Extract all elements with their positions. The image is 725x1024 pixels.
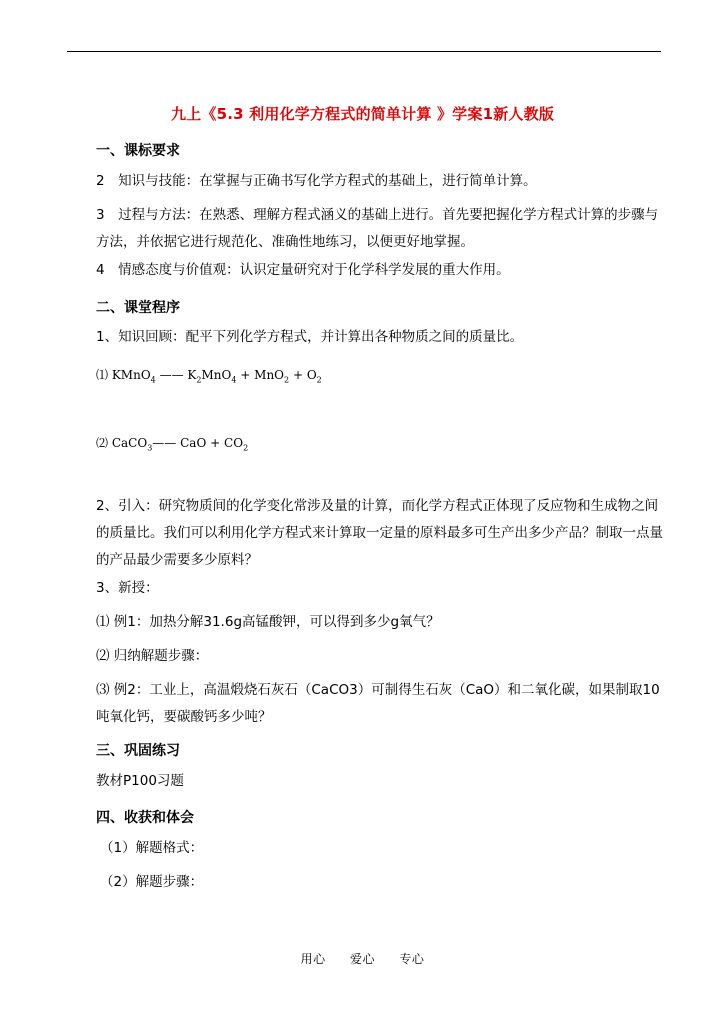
formula-o2: O [306,368,317,382]
formula-co2-subscript: 2 [243,443,249,453]
harvest-format: （1）解题格式： [100,840,204,856]
formula-k2mno4-subscript-1: 2 [196,375,202,385]
example-1: ⑴ 例1：加热分解31.6g高锰酸钾，可以得到多少g氧气？ [96,614,440,630]
formula-cao: CaO [180,436,207,450]
plus-sign: + [292,368,303,382]
requirement-knowledge: 2 知识与技能：在掌握与正确书写化学方程式的基础上，进行简单计算。 [96,173,537,189]
requirement-process: 3 过程与方法：在熟悉、理解方程式涵义的基础上进行。首先要把握化学方程式计算的步骤与方法，并依据它进行规范化、准确性地练习，以便更好地掌握。 [96,207,659,250]
reaction-dash: —— [152,436,177,450]
footer-text-2: 爱心 [349,952,375,966]
formula-co2: CO [224,436,244,450]
section-heading-harvest: 四、收获和体会 [96,810,194,826]
formula-mno2: MnO [254,368,285,382]
formula-k2mno4-part-b: MnO [201,368,232,382]
reaction-dash: —— [159,368,184,382]
section-heading-procedure: 二、课堂程序 [96,300,180,316]
equation-2-number: ⑵ [96,436,109,450]
formula-k2mno4-subscript-2: 4 [231,375,237,385]
page-footer [0,950,725,967]
formula-caco3: CaCO [111,436,148,450]
example-2: ⑶ 例2：工业上，高温煅烧石灰石（CaCO3）可制得生石灰（CaO）和二氧化碳，如果制取10吨氧化钙，要碳酸钙多少吨？ [96,682,660,725]
formula-k2mno4 [187,368,237,385]
formula-k2mno4-part-a: K [187,368,197,382]
plus-sign: + [240,368,251,382]
formula-kmno4: KMnO [111,368,151,382]
equation-1-number: ⑴ [96,368,109,382]
equation-1 [96,366,322,384]
section-heading-practice: 三、巩固练习 [96,743,180,759]
harvest-steps: （2）解题步骤： [100,874,204,890]
new-lesson-label: 3、新授： [96,580,159,596]
plus-sign: + [210,436,221,450]
footer-text-3: 专心 [399,952,425,966]
header-rule [67,51,661,52]
formula-kmno4-subscript: 4 [150,375,156,385]
formula-caco3-subscript: 3 [147,443,153,453]
solution-steps: ⑵ 归纳解题步骤： [96,648,209,664]
practice-text: 教材P100习题 [96,773,184,789]
formula-mno2-subscript: 2 [284,375,290,385]
formula-o2-subscript: 2 [316,375,322,385]
equation-2 [96,434,248,452]
document-title: 九上《5.3 利用化学方程式的简单计算 》学案1新人教版 [170,105,555,123]
requirement-attitude: 4 情感态度与价值观：认识定量研究对于化学科学发展的重大作用。 [96,262,510,278]
knowledge-review: 1、知识回顾：配平下列化学方程式，并计算出各种物质之间的质量比。 [96,329,524,345]
footer-text-1: 用心 [300,952,326,966]
section-heading-requirements: 一、课标要求 [96,143,180,159]
introduction-paragraph: 2、引入：研究物质间的化学变化常涉及量的计算，而化学方程式正体现了反应物和生成物之间的质量比。我们可以利用化学方程式来计算取一定量的原料最多可生产出多少产品？制取一点量的产品最少需要多少原料？ [96,498,663,568]
